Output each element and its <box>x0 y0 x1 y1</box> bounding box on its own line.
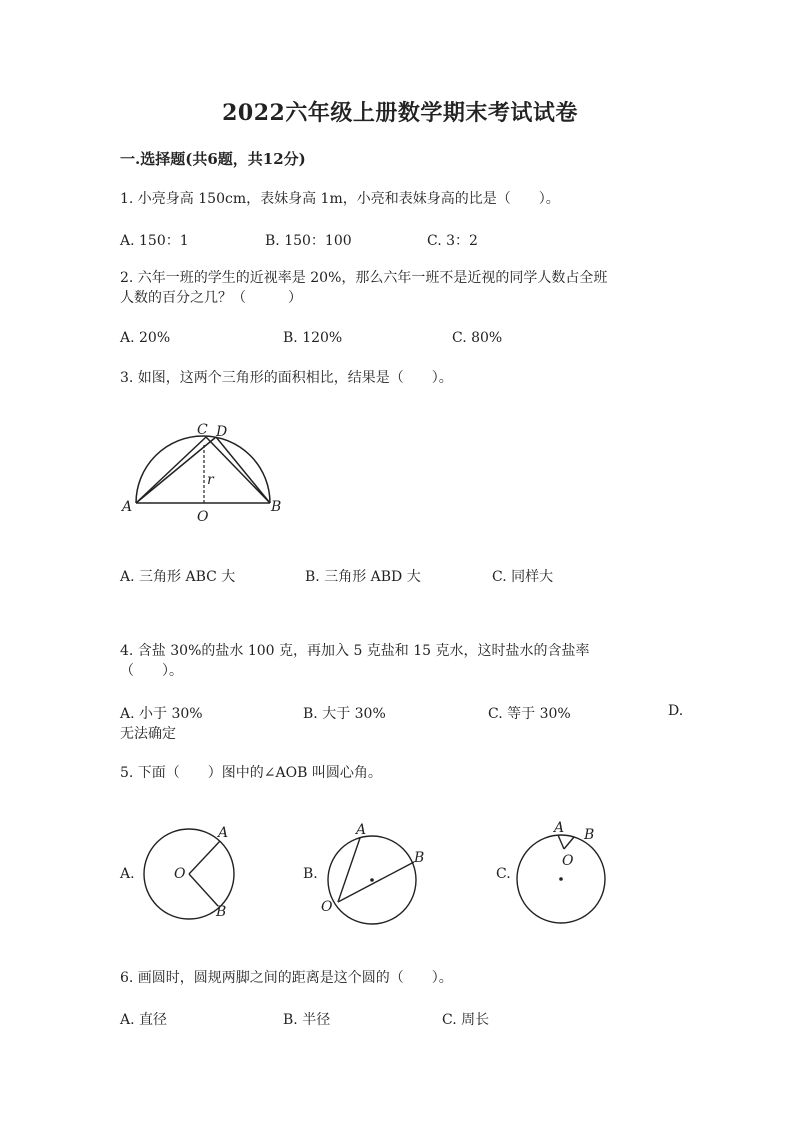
q3-stem: 3. 如图，这两个三角形的面积相比，结果是（ ）。 <box>120 370 453 386</box>
q4-option-a[interactable]: A. 小于 30% <box>120 706 203 722</box>
radius-ob <box>189 874 218 906</box>
label-a: A <box>218 825 229 841</box>
q2-option-c[interactable]: C. 80% <box>452 330 503 346</box>
q5-option-b[interactable]: B. <box>303 866 318 882</box>
q2-option-a[interactable]: A. 20% <box>120 330 171 346</box>
center-dot <box>370 878 374 882</box>
q6-option-b[interactable]: B. 半径 <box>283 1012 331 1028</box>
q1-option-a[interactable]: A. 150：1 <box>120 233 189 249</box>
segment-ac <box>136 437 206 503</box>
q5-figure-b[interactable] <box>318 818 438 928</box>
q6-option-c[interactable]: C. 周长 <box>442 1012 490 1028</box>
center-dot <box>559 877 563 881</box>
q2-stem-line-2: 人数的百分之几？（ ） <box>120 290 302 306</box>
q5-figure-a[interactable] <box>140 818 250 928</box>
q3-semicircle-figure <box>118 415 298 525</box>
segment-cb <box>206 437 270 503</box>
q4-option-d[interactable]: D. <box>668 703 684 719</box>
label-b: B <box>271 499 282 515</box>
label-d: D <box>216 424 228 440</box>
label-a: A <box>122 499 133 515</box>
label-o: O <box>321 899 333 915</box>
radius-oa <box>189 841 220 874</box>
q3-option-b[interactable]: B. 三角形 ABD 大 <box>305 569 421 585</box>
segment-oa <box>558 835 564 849</box>
page-title: 2022六年级上册数学期末考试试卷 <box>222 100 578 126</box>
q2-stem-line-1: 2. 六年一班的学生的近视率是 20%，那么六年一班不是近视的同学人数占全班 <box>120 270 608 286</box>
label-o: O <box>562 853 574 869</box>
q6-option-a[interactable]: A. 直径 <box>120 1012 168 1028</box>
q3-option-c[interactable]: C. 同样大 <box>492 569 554 585</box>
label-b: B <box>414 850 425 866</box>
q1-option-b[interactable]: B. 150：100 <box>265 233 352 249</box>
q5-stem: 5. 下面（ ）图中的∠AOB 叫圆心角。 <box>120 765 382 781</box>
q1-option-c[interactable]: C. 3：2 <box>427 233 478 249</box>
q4-option-d-text[interactable]: 无法确定 <box>120 726 176 742</box>
label-b: B <box>584 827 595 843</box>
q4-stem-line-1: 4. 含盐 30%的盐水 100 克，再加入 5 克盐和 15 克水，这时盐水的含盐率 <box>120 643 590 659</box>
q4-option-b[interactable]: B. 大于 30% <box>303 706 386 722</box>
q2-option-b[interactable]: B. 120% <box>283 330 343 346</box>
q3-option-a[interactable]: A. 三角形 ABC 大 <box>120 569 236 585</box>
label-a: A <box>356 822 367 838</box>
q5-option-a[interactable]: A. <box>120 866 135 882</box>
q4-option-c[interactable]: C. 等于 30% <box>488 706 571 722</box>
segment-ob <box>564 837 574 849</box>
semicircle-arc <box>136 436 270 503</box>
label-c: C <box>197 422 208 438</box>
q5-figure-c[interactable] <box>512 818 622 928</box>
label-a: A <box>554 820 565 836</box>
label-r: r <box>207 472 214 488</box>
q6-stem: 6. 画圆时，圆规两脚之间的距离是这个圆的（ ）。 <box>120 970 453 986</box>
q5-option-c[interactable]: C. <box>496 866 511 882</box>
label-o: O <box>174 866 186 882</box>
label-o: O <box>197 509 209 525</box>
q1-stem: 1. 小亮身高 150cm，表妹身高 1m，小亮和表妹身高的比是（ ）。 <box>120 191 560 207</box>
section-heading: 一.选择题(共6题，共12分) <box>120 150 306 168</box>
label-b: B <box>216 904 227 920</box>
q4-stem-line-2: （ ）。 <box>120 663 183 679</box>
